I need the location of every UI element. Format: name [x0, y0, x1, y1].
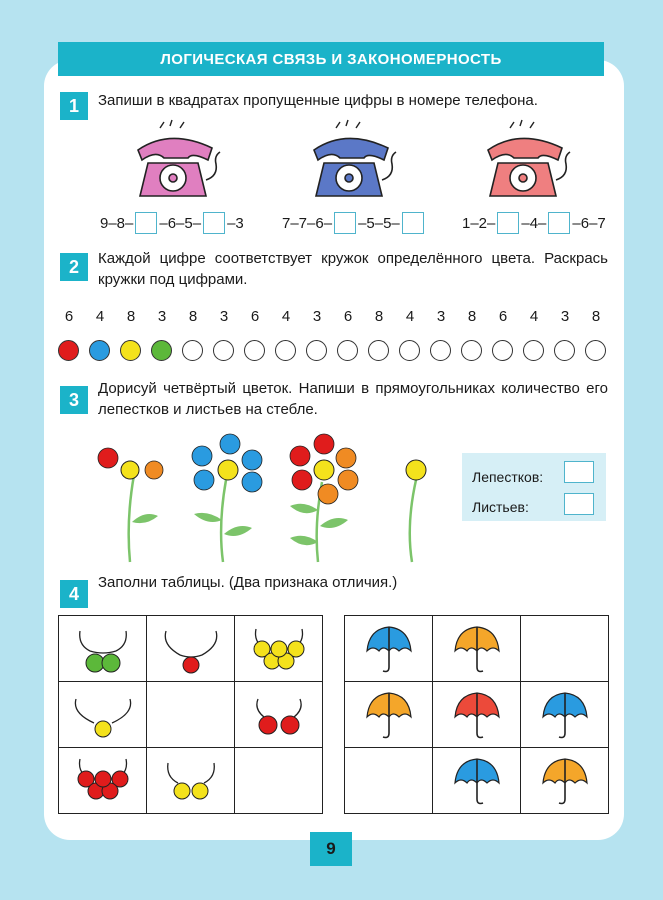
task-3-number: 3 — [60, 386, 88, 414]
answer-box[interactable] — [402, 212, 424, 234]
petals-label: Лепестков: — [472, 469, 544, 485]
digit-label: 8 — [591, 308, 601, 325]
digit-label: 6 — [498, 308, 508, 325]
table-cell-empty[interactable] — [147, 682, 235, 748]
umbrella-orange-icon — [447, 621, 507, 677]
table-cell[interactable] — [147, 616, 235, 682]
digit-label: 6 — [343, 308, 353, 325]
seq-part: –5–5– — [358, 214, 400, 232]
answer-box[interactable] — [497, 212, 519, 234]
table-cell[interactable] — [59, 682, 147, 748]
seq-part: –6–7 — [572, 214, 606, 232]
color-circle[interactable] — [58, 340, 79, 361]
table-cell[interactable] — [433, 748, 521, 814]
color-circle[interactable] — [244, 340, 265, 361]
answer-box[interactable] — [334, 212, 356, 234]
umbrella-blue-icon — [447, 753, 507, 809]
task-1-number: 1 — [60, 92, 88, 120]
digit-label: 3 — [312, 308, 322, 325]
color-circle[interactable] — [213, 340, 234, 361]
task-4-text: Заполни таблицы. (Два признака отличия.) — [98, 574, 398, 591]
digit-label: 6 — [250, 308, 260, 325]
umbrella-orange-icon — [535, 753, 595, 809]
seq-part: 9–8– — [100, 214, 134, 232]
beads-red-icon — [156, 621, 226, 677]
phone-icon-blue — [296, 118, 406, 206]
phone-icon-pink — [120, 118, 230, 206]
table-cell[interactable] — [235, 682, 323, 748]
seq-part: 7–7–6– — [282, 214, 333, 232]
table-cell[interactable] — [147, 748, 235, 814]
color-circle[interactable] — [120, 340, 141, 361]
table-cell[interactable] — [521, 748, 609, 814]
answer-box[interactable] — [548, 212, 570, 234]
phone-sequence-1 — [100, 212, 244, 234]
color-circle[interactable] — [151, 340, 172, 361]
color-circle[interactable] — [585, 340, 606, 361]
table-cell-empty[interactable] — [521, 616, 609, 682]
task-1-text: Запиши в квадратах пропущенные цифры в номере телефона. — [98, 92, 538, 109]
digit-label: 8 — [467, 308, 477, 325]
umbrellas-table — [344, 615, 609, 814]
leaves-input[interactable] — [564, 493, 594, 515]
table-cell-empty[interactable] — [345, 748, 433, 814]
beads-table — [58, 615, 323, 814]
color-circle[interactable] — [399, 340, 420, 361]
table-cell[interactable] — [521, 682, 609, 748]
page-number: 9 — [310, 832, 352, 866]
digit-label: 4 — [529, 308, 539, 325]
color-circle[interactable] — [182, 340, 203, 361]
beads-red-icon — [68, 753, 138, 809]
beads-yellow-icon — [244, 621, 314, 677]
beads-yellow-icon — [156, 753, 226, 809]
flower-4-incomplete — [406, 460, 426, 562]
table-cell[interactable] — [345, 682, 433, 748]
beads-red-icon — [244, 687, 314, 743]
table-cell[interactable] — [433, 616, 521, 682]
task-3-text: Дорисуй четвёртый цветок. Напиши в прямоугольниках количество его лепестков и листьев на стебле. — [98, 380, 608, 418]
color-circle[interactable] — [523, 340, 544, 361]
answer-box[interactable] — [203, 212, 225, 234]
flowers-illustration — [90, 430, 450, 570]
table-cell[interactable] — [345, 616, 433, 682]
digit-label: 6 — [64, 308, 74, 325]
seq-part: 1–2– — [462, 214, 496, 232]
color-circle[interactable] — [89, 340, 110, 361]
phone-sequence-3 — [462, 212, 606, 234]
flower-2 — [192, 434, 262, 562]
beads-yellow-icon — [68, 687, 138, 743]
flower-1 — [98, 448, 163, 562]
answer-panel — [462, 453, 606, 521]
umbrella-blue-icon — [535, 687, 595, 743]
answer-box[interactable] — [135, 212, 157, 234]
color-circle[interactable] — [430, 340, 451, 361]
section-title: ЛОГИЧЕСКАЯ СВЯЗЬ И ЗАКОНОМЕРНОСТЬ — [58, 42, 604, 76]
digit-label: 8 — [188, 308, 198, 325]
table-cell[interactable] — [235, 616, 323, 682]
table-cell[interactable] — [433, 682, 521, 748]
seq-part: –3 — [227, 214, 244, 232]
color-circle[interactable] — [554, 340, 575, 361]
task-4-number: 4 — [60, 580, 88, 608]
digit-label: 3 — [219, 308, 229, 325]
flower-3 — [290, 434, 358, 562]
seq-part: –6–5– — [159, 214, 202, 232]
table-cell-empty[interactable] — [235, 748, 323, 814]
phone-sequence-2 — [282, 212, 426, 234]
table-cell[interactable] — [59, 748, 147, 814]
digit-label: 4 — [95, 308, 105, 325]
table-cell[interactable] — [59, 616, 147, 682]
digit-label: 8 — [374, 308, 384, 325]
digit-label: 4 — [405, 308, 415, 325]
color-circle[interactable] — [275, 340, 296, 361]
petals-input[interactable] — [564, 461, 594, 483]
task-2-number: 2 — [60, 253, 88, 281]
seq-part: –4– — [521, 214, 547, 232]
leaves-label: Листьев: — [472, 499, 529, 515]
color-circle[interactable] — [368, 340, 389, 361]
umbrella-orange-icon — [359, 687, 419, 743]
umbrella-blue-icon — [359, 621, 419, 677]
color-circle[interactable] — [461, 340, 482, 361]
color-circle[interactable] — [337, 340, 358, 361]
phone-icon-red — [470, 118, 580, 206]
digit-label: 4 — [281, 308, 291, 325]
digit-label: 3 — [157, 308, 167, 325]
beads-green-icon — [68, 621, 138, 677]
digit-label: 3 — [560, 308, 570, 325]
color-circle[interactable] — [492, 340, 513, 361]
umbrella-red-icon — [447, 687, 507, 743]
color-circle[interactable] — [306, 340, 327, 361]
digit-label: 3 — [436, 308, 446, 325]
digit-label: 8 — [126, 308, 136, 325]
task-2-text: Каждой цифре соответствует кружок определённого цвета. Раскрась кружки под цифрами. — [98, 250, 608, 288]
